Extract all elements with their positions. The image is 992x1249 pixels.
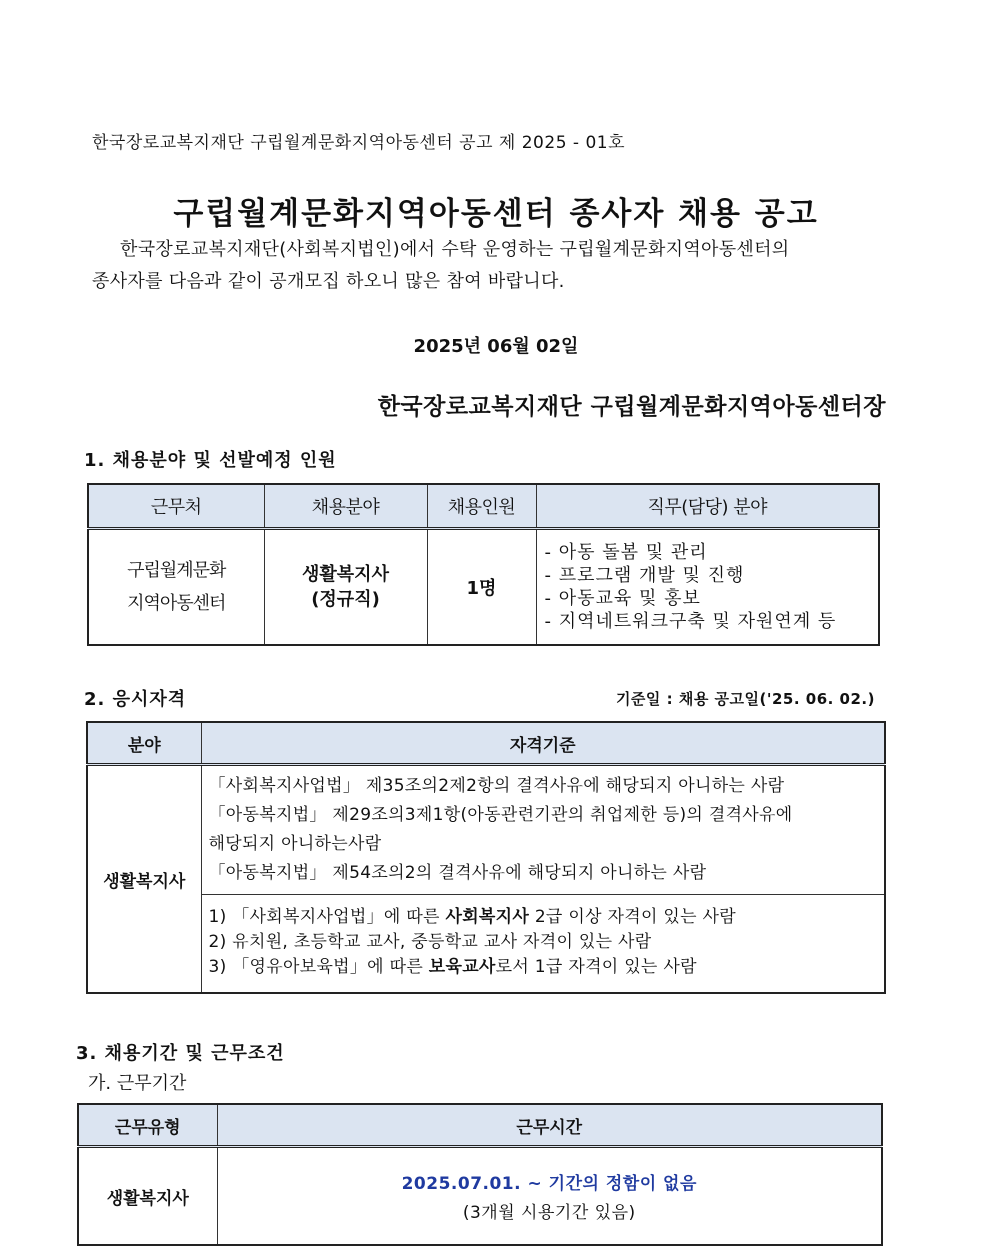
qual-bold: 보육교사 bbox=[428, 957, 496, 977]
workplace-line-2: 지역아동센터 bbox=[127, 593, 226, 614]
table-header-row bbox=[78, 1104, 882, 1147]
criteria-line: 「사회복지사업법」 제35조의2제2항의 결격사유에 해당되지 아니하는 사람 bbox=[208, 776, 785, 796]
qual-bold: 사회복지사 bbox=[445, 907, 530, 927]
section-3-title: 3. 채용기간 및 근무조건 bbox=[76, 1043, 285, 1064]
criteria-line: 「아동복지법」 제29조의3제1항(아동관련기관의 취업제한 등)의 결격사유에 bbox=[208, 805, 793, 825]
table-header-row bbox=[87, 722, 885, 765]
duty-item: - 프로그램 개발 및 진행 bbox=[544, 565, 745, 586]
duty-item: - 지역네트워크구축 및 자원연계 등 bbox=[544, 611, 837, 632]
qual-text: 3) 「영유아보육법」에 따른 bbox=[208, 957, 429, 977]
qual-text: 로서 1급 자격이 있는 사람 bbox=[495, 957, 697, 977]
table-row bbox=[87, 765, 885, 895]
header-type: 근무유형 bbox=[78, 1104, 217, 1147]
header-field: 채용분야 bbox=[264, 484, 427, 529]
type-cell: 생활복지사 bbox=[78, 1147, 217, 1246]
intro-line-1: 한국장로교복지재단(사회복지법인)에서 수탁 운영하는 구립월계문화지역아동센터의 bbox=[120, 239, 790, 260]
recruitment-table bbox=[87, 483, 880, 646]
section-1-title: 1. 채용분야 및 선발예정 인원 bbox=[84, 450, 337, 471]
table-row bbox=[87, 895, 885, 994]
notice-number: 한국장로교복지재단 구립월계문화지역아동센터 공고 제 2025 - 01호 bbox=[92, 133, 626, 153]
count-cell: 1명 bbox=[427, 529, 536, 646]
qual-field-cell: 생활복지사 bbox=[87, 765, 201, 994]
header-duties: 직무(담당) 분야 bbox=[536, 484, 879, 529]
qual-text: 2급 이상 자격이 있는 사람 bbox=[529, 907, 736, 927]
header-workplace: 근무처 bbox=[88, 484, 264, 529]
qual-item-1 bbox=[209, 905, 879, 930]
duty-item: - 아동교육 및 홍보 bbox=[544, 588, 701, 609]
section-2-title: 2. 응시자격 bbox=[84, 689, 187, 710]
period-table bbox=[77, 1103, 883, 1246]
workplace-line-1: 구립월계문화 bbox=[127, 560, 226, 581]
signer: 한국장로교복지재단 구립월계문화지역아동센터장 bbox=[377, 394, 886, 420]
section-3-subtitle: 가. 근무기간 bbox=[88, 1073, 187, 1094]
table-row bbox=[88, 529, 879, 646]
field-line-1: 생활복지사 bbox=[302, 564, 389, 585]
duties-cell bbox=[536, 529, 879, 646]
header-criteria: 자격기준 bbox=[201, 722, 885, 765]
table-row bbox=[78, 1147, 882, 1246]
criteria-cell bbox=[201, 765, 885, 895]
quals-cell bbox=[201, 895, 885, 994]
trial-text: (3개월 시용기간 있음) bbox=[462, 1203, 636, 1223]
page-title: 구립월계문화지역아동센터 종사자 채용 공고 bbox=[173, 196, 819, 232]
workplace-cell bbox=[88, 529, 264, 646]
period-cell bbox=[217, 1147, 882, 1246]
period-text: 2025.07.01. ~ 기간의 정함이 없음 bbox=[401, 1174, 697, 1194]
header-hours: 근무시간 bbox=[217, 1104, 882, 1147]
intro-line-2: 종사자를 다음과 같이 공개모집 하오니 많은 참여 바랍니다. bbox=[92, 271, 565, 292]
qual-text: 1) 「사회복지사업법」에 따른 bbox=[208, 907, 446, 927]
criteria-line: 해당되지 아니하는사람 bbox=[208, 834, 382, 854]
field-line-2: (정규직) bbox=[311, 589, 380, 610]
intro-paragraph bbox=[92, 234, 892, 298]
header-count: 채용인원 bbox=[427, 484, 536, 529]
criteria-line: 「아동복지법」 제54조의2의 결격사유에 해당되지 아니하는 사람 bbox=[208, 863, 707, 883]
basis-date: 기준일 : 채용 공고일('25. 06. 02.) bbox=[615, 690, 875, 708]
qual-item-3 bbox=[209, 955, 879, 980]
duty-item: - 아동 돌봄 및 관리 bbox=[544, 542, 708, 563]
qual-item-2: 2) 유치원, 초등학교 교사, 중등학교 교사 자격이 있는 사람 bbox=[208, 932, 652, 952]
table-header-row bbox=[88, 484, 879, 529]
notice-date: 2025년 06월 02일 bbox=[413, 336, 579, 357]
field-cell bbox=[264, 529, 427, 646]
qualification-table bbox=[86, 721, 886, 994]
header-field: 분야 bbox=[87, 722, 201, 765]
